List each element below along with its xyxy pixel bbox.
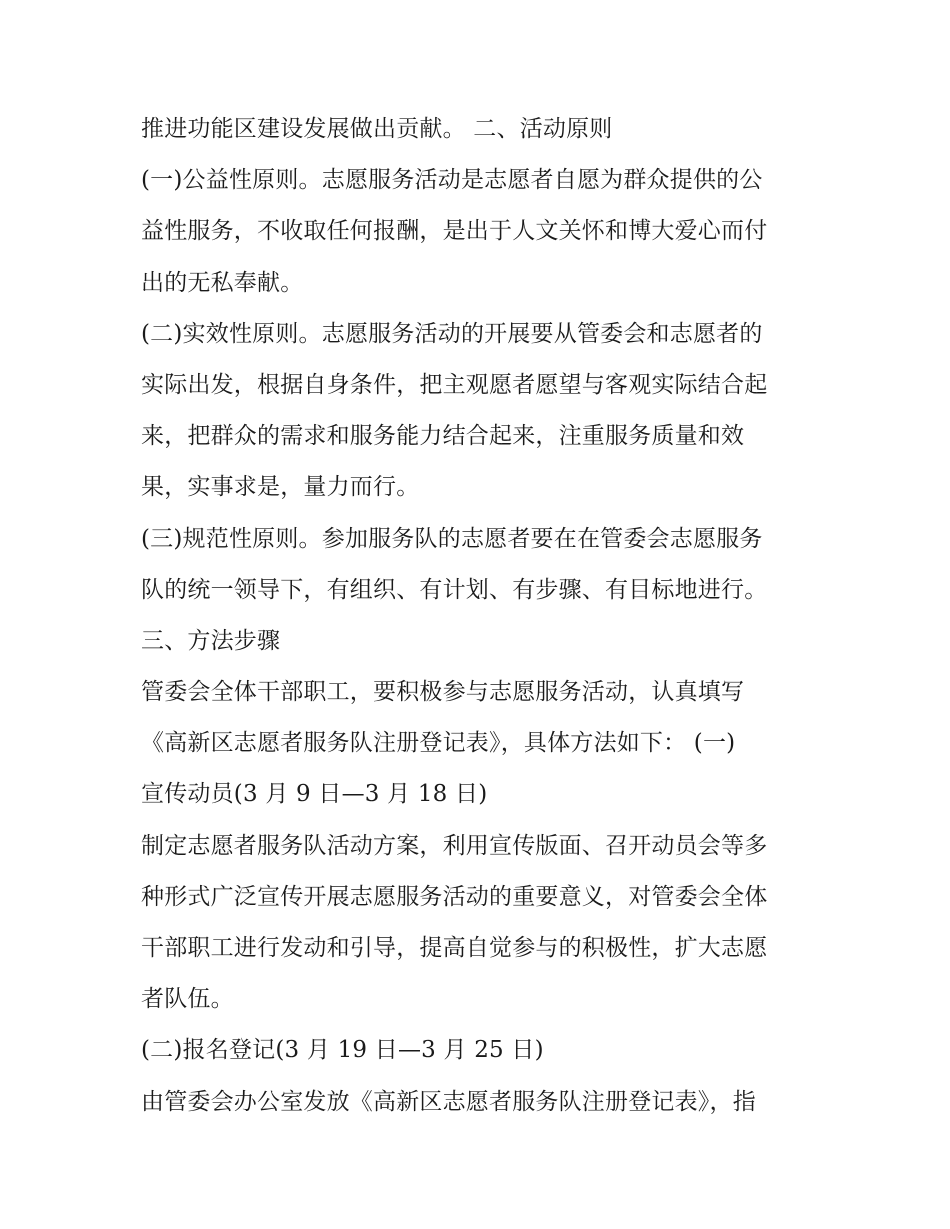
text-line: 推进功能区建设发展做出贡献。 二、活动原则 bbox=[141, 116, 613, 142]
text-line: 实际出发，根据自身条件，把主观愿者愿望与客观实际结合起 bbox=[141, 371, 768, 398]
text-line: (二)实效性原则。志愿服务活动的开展要从管委会和志愿者的 bbox=[141, 320, 763, 347]
text-line: (一)公益性原则。志愿服务活动是志愿者自愿为群众提供的公 bbox=[141, 167, 763, 194]
text-line: 管委会全体干部职工，要积极参与志愿服务活动，认真填写 bbox=[141, 679, 745, 706]
text-line: 干部职工进行发动和引导，提高自觉参与的积极性，扩大志愿 bbox=[141, 935, 768, 961]
text-line: 来，把群众的需求和服务能力结合起来，注重服务质量和效 bbox=[141, 423, 745, 450]
text-line: 由管委会办公室发放《高新区志愿者服务队注册登记表》，指 bbox=[141, 1088, 756, 1115]
text-line: 者队伍。 bbox=[141, 986, 234, 1013]
text-line: 《高新区志愿者服务队注册登记表》，具体方法如下： (一) bbox=[141, 730, 736, 757]
text-line: 出的无私奉献。 bbox=[141, 269, 304, 296]
text-line: (三)规范性原则。参加服务队的志愿者要在在管委会志愿服务 bbox=[141, 525, 763, 552]
section-heading: 三、方法步骤 bbox=[141, 627, 281, 654]
document-body bbox=[141, 110, 821, 1134]
subsection-heading: (二)报名登记(3 月 19 日—3 月 25 日) bbox=[141, 1037, 544, 1064]
text-line: 益性服务，不收取任何报酬，是出于人文关怀和博大爱心而付 bbox=[141, 218, 768, 245]
text-line: 种形式广泛宣传开展志愿服务活动的重要意义，对管委会全体 bbox=[141, 883, 768, 910]
text-line: 制定志愿者服务队活动方案，利用宣传版面、召开动员会等多 bbox=[141, 832, 768, 859]
text-line: 队的统一领导下，有组织、有计划、有步骤、有目标地进行。 bbox=[141, 576, 768, 603]
text-line: 果，实事求是，量力而行。 bbox=[141, 474, 420, 501]
subsection-heading: 宣传动员(3 月 9 日—3 月 18 日) bbox=[141, 781, 488, 808]
